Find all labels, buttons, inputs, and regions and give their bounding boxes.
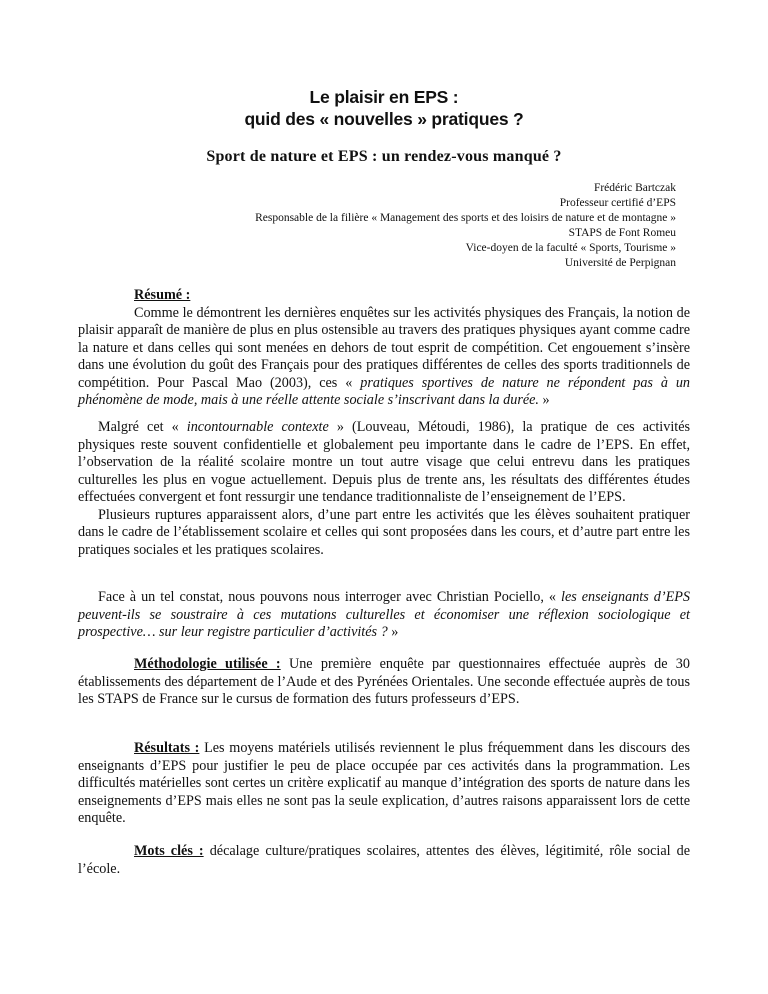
resultats-section (78, 740, 690, 828)
author-role-3: STAPS de Font Romeu (568, 227, 676, 239)
author-role-1: Professeur certifié d’EPS (559, 197, 676, 209)
para2-text: » (Louveau, Métoudi, 1986), la pratique de ces activités physiques reste souvent confidentielle et globalement peu importante dans le cadre de l’EPS. En effet, l’observation de la réalité scolaire montre un tout autre visage que celui entrevu dans les pratiques culturelles les plus en vogue actuellement. Depuis plus de trente ans, les résultats des différentes études effectuées convergent et font ressurgir une tendance traditionnaliste de l’enseignement de l’EPS. (78, 419, 691, 505)
resultats-text: Les moyens matériels utilisés reviennent le plus fréquemment dans les discours des enseignants d’EPS pour justifier le peu de place occupée par ces activités dans la programmation. Les difficultés matérielles sont certes un critère explicatif au manque d’intégration des sports de nature dans les enseignements d’EPS mais elles ne sont pas la seule explication, d’autres raisons apparaissent lors de cette enquête. (78, 740, 690, 826)
resume-section (78, 287, 690, 410)
para3-start: Face à un tel constat, nous pouvons nous interroger avec Christian Pociello, « (98, 589, 556, 605)
methodologie-section (78, 656, 690, 709)
para2-quote: incontournable contexte (186, 419, 329, 435)
author-name: Frédéric Bartczak (593, 182, 676, 194)
title-line-2: quid des « nouvelles » pratiques ? (244, 109, 524, 129)
motscles-section (78, 843, 690, 878)
author-role-4: Vice-doyen de la faculté « Sports, Tourisme » (465, 242, 676, 254)
para2-start: Malgré cet « (98, 419, 179, 435)
paragraph-2 (78, 419, 690, 559)
para2-text2: Plusieurs ruptures apparaissent alors, d’une part entre les activités que les élèves souhaitent pratiquer dans le cadre de l’établissement scolaire et celles qui sont proposées dans les cours, et d’autre part entre les pratiques sociales et les pratiques scolaires. (78, 506, 690, 558)
title-line-1: Le plaisir en EPS : (309, 87, 459, 107)
paragraph-3 (78, 589, 690, 642)
resume-heading: Résumé : (134, 287, 191, 303)
motscles-heading: Mots clés : (134, 843, 204, 859)
para3-quote: les enseignants d’EPS peuvent-ils se soustraire à ces mutations culturelles et économiser une réflexion sociologique et prospective… sur leur registre particulier d’activités ? (78, 589, 690, 640)
author-role-2: Responsable de la filière « Management des sports et des loisirs de nature et de montagne » (255, 212, 676, 224)
resume-quote: pratiques sportives de nature ne répondent pas à un phénomène de mode, mais à une réelle attente sociale s’inscrivant dans la durée. (78, 374, 691, 408)
methodologie-text: Une première enquête par questionnaires effectuée auprès de 30 établissements des département de l’Aude et des Pyrénées Orientales. Une seconde effectuée auprès de tous les STAPS de France sur le cursus de formation des futurs professeurs d’EPS. (78, 656, 690, 707)
methodologie-heading: Méthodologie utilisée : (134, 656, 281, 672)
resume-quote-end: » (542, 392, 550, 408)
para3-end: » (391, 624, 399, 640)
author-role-5: Université de Perpignan (564, 257, 676, 269)
resume-text: Comme le démontrent les dernières enquêtes sur les activités physiques des Français, la notion de plaisir apparaît de manière de plus en plus ostensible au travers des pratiques physiques ayant comme cadre la nature et dans celles qui sont menées en dehors de tout esprit de compétition. Cet engouement s’insère dans une évolution du goût des Français pour des pratiques différentes de celles des sports traditionnels de compétition. Pour Pascal Mao (2003), ces « (78, 304, 690, 391)
motscles-text: décalage culture/pratiques scolaires, attentes des élèves, légitimité, rôle social de l’école. (78, 843, 691, 877)
subtitle: Sport de nature et EPS : un rendez-vous manqué ? (206, 148, 562, 165)
resultats-heading: Résultats : (134, 740, 200, 756)
